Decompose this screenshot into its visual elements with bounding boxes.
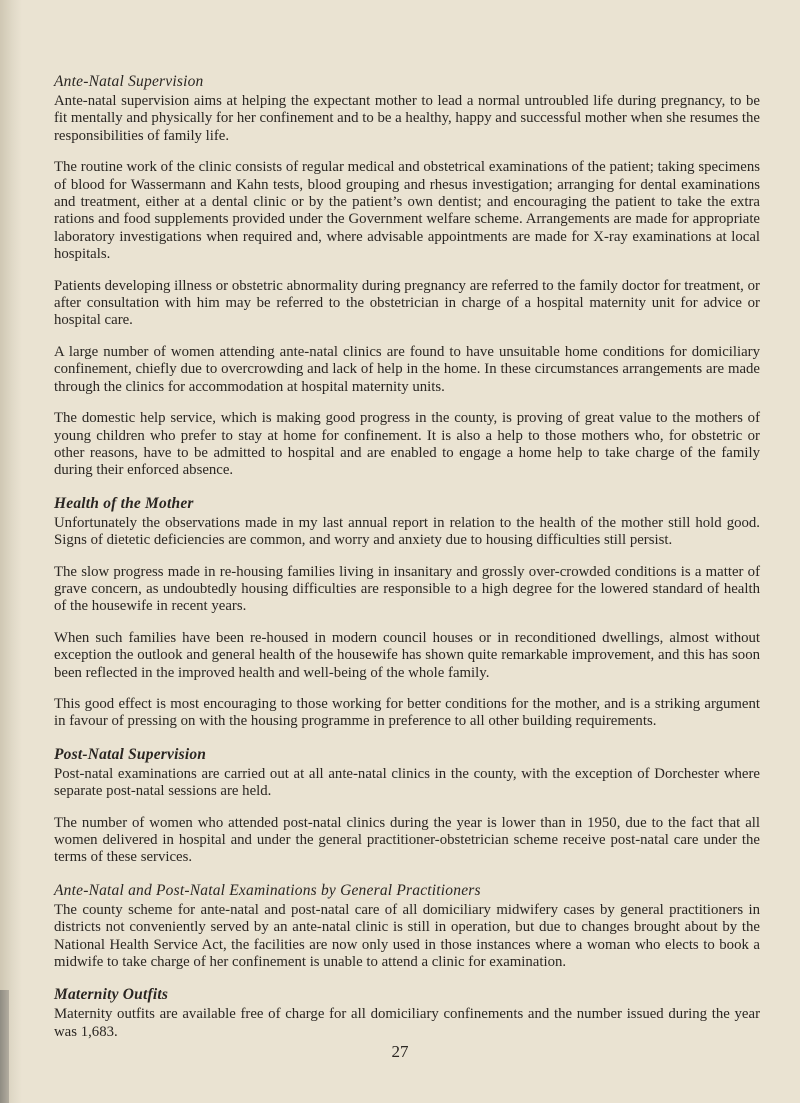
paragraph: Maternity outfits are available free of charge for all domiciliary confinements and the number issued during the year was 1,683. [54, 1006, 760, 1040]
section-maternity-outfits [54, 985, 760, 1041]
section-heading: Post-Natal Supervision [54, 745, 207, 763]
section-heading: Ante-Natal Supervision [54, 73, 204, 90]
paragraph: The routine work of the clinic consists of regular medical and obstetrical examinations of the patient; taking specimens of blood for Wassermann and Kahn tests, blood grouping and rhesus investigation; arranging for dental examinations and treatment, either at a dental clinic or by the patient’s own dentist; and encouraging the patient to take the extra rations and food supplements provided under the Government welfare scheme. Arrangements are made for appropriate laboratory investigations when required and, where advisable appointments are made for X-ray examinations at local hospitals. [54, 159, 760, 263]
section-health-of-the-mother [54, 494, 760, 731]
document-page [54, 72, 760, 1055]
paragraph: Unfortunately the observations made in my last annual report in relation to the health of the mother still hold good. Signs of dietetic deficiencies are common, and worry and anxiety due to housing difficulties still persist. [54, 514, 760, 549]
section-heading: Health of the Mother [54, 494, 194, 512]
paragraph: Ante-natal supervision aims at helping the expectant mother to lead a normal untroubled life during pregnancy, to be fit mentally and physically for her confinement and to be a healthy, happy and successful mother when she resumes the responsibilities of family life. [54, 93, 760, 144]
paragraph: When such families have been re-housed in modern council houses or in reconditioned dwellings, almost without exception the outlook and general health of the housewife has shown quite remarkable improvement, and this has soon been reflected in the improved health and well-being of the whole family. [54, 629, 760, 681]
paragraph: This good effect is most encouraging to those working for better conditions for the mother, and is a striking argument in favour of pressing on with the housing programme in preference to all other building requirements. [54, 695, 760, 730]
page-number: 27 [391, 1042, 409, 1061]
section-heading: Maternity Outfits [54, 986, 169, 1004]
section-post-natal-supervision [54, 745, 760, 867]
section-examinations-by-gps [54, 881, 760, 972]
paragraph: The number of women who attended post-natal clinics during the year is lower than in 1950, due to the fact that all women delivered in hospital and under the general practitioner-obstetrician scheme receive post-natal care under the terms of these services. [54, 814, 760, 866]
section-heading: Ante-Natal and Post-Natal Examinations by General Practitioners [54, 881, 481, 899]
paragraph: A large number of women attending ante-natal clinics are found to have unsuitable home conditions for domiciliary confinement, chiefly due to overcrowding and lack of help in the home. In these circumstances arrangements are made through the clinics for accommodation at hospital maternity units. [54, 343, 760, 395]
paragraph: The domestic help service, which is making good progress in the county, is proving of great value to the mothers of young children who prefer to stay at home for confinement. It is also a help to those mothers who, for obstetric or other reasons, have to be admitted to hospital and are enabled to engage a home help to take charge of the family during their enforced absence. [54, 410, 760, 479]
paragraph: The county scheme for ante-natal and post-natal care of all domiciliary midwifery cases by general practitioners in districts not conveniently served by an ante-natal clinic is still in operation, but due to changes brought about by the National Health Service Act, the facilities are now only used in those instances where a woman who elects to book a midwife to take charge of her confinement is unable to attend a clinic for examination. [54, 901, 760, 971]
page-edge-shadow [0, 0, 22, 1103]
paragraph: The slow progress made in re-housing families living in insanitary and grossly over-crowded conditions is a matter of grave concern, as undoubtedly housing difficulties are responsible to a high degree for the lowered standard of health of the housewife in recent years. [54, 563, 760, 615]
paragraph: Patients developing illness or obstetric abnormality during pregnancy are referred to the family doctor for treatment, or after consultation with him may be referred to the obstetrician in charge of a hospital maternity unit for advice or hospital care. [54, 277, 760, 329]
paragraph: Post-natal examinations are carried out at all ante-natal clinics in the county, with the exception of Dorchester where separate post-natal sessions are held. [54, 765, 760, 800]
section-ante-natal-supervision [54, 72, 760, 480]
